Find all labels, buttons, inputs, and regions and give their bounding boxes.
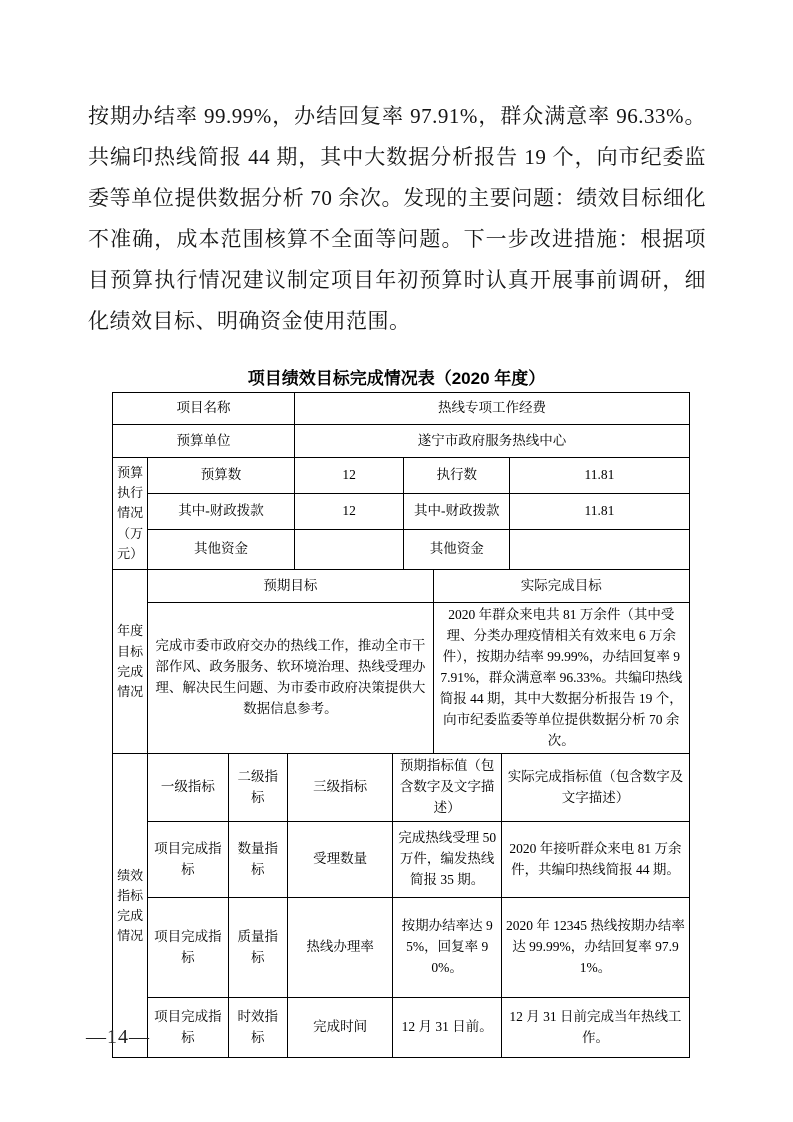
- indicator-actual: 12 月 31 日前完成当年热线工作。: [501, 998, 689, 1058]
- indicator-actual: 2020 年 12345 热线按期办结率达 99.99%，办结回复率 97.91%。: [501, 898, 689, 998]
- actual-goal-header: 实际完成目标: [433, 570, 689, 603]
- project-name-value: 热线专项工作经费: [294, 393, 689, 425]
- budget-other-value: [294, 530, 404, 570]
- indicator-level2: 数量指标: [228, 822, 287, 898]
- execution-fiscal-label: 其中-财政拨款: [404, 494, 510, 530]
- table-row: [113, 754, 690, 822]
- indicator-level2: 时效指标: [228, 998, 287, 1058]
- indicator-level3: 完成时间: [287, 998, 393, 1058]
- page-number: —14—: [86, 1026, 150, 1048]
- table-row: [113, 393, 690, 425]
- table-title: 项目绩效目标完成情况表（2020 年度）: [247, 369, 546, 388]
- table-row: [113, 570, 690, 603]
- indicator-level3: 受理数量: [287, 822, 393, 898]
- indicator-expected: 12 月 31 日前。: [393, 998, 502, 1058]
- indicator-actual: 2020 年接听群众来电 81 万余件，共编印热线简报 44 期。: [501, 822, 689, 898]
- annual-section-header: 年度目标完成情况: [113, 570, 148, 754]
- table-row: [113, 425, 690, 458]
- execution-other-label: 其他资金: [404, 530, 510, 570]
- indicator-level1: 项目完成指标: [148, 998, 228, 1058]
- table-row: [113, 603, 690, 754]
- performance-section-header: 绩效指标完成情况: [113, 754, 148, 1058]
- execution-other-value: [509, 530, 689, 570]
- col-header-actual: 实际完成指标值（包含数字及文字描述）: [501, 754, 689, 822]
- body-paragraph: 按期办结率 99.99%，办结回复率 97.91%，群众满意率 96.33%。共编印热线简报 44 期，其中大数据分析报告 19 个，向市纪委监委等单位提供数据分析 70 余次。发现的主要问题：绩效目标细化不准确，成本范围核算不全面等问题。下一步改进措施：根据项目预算执行情况建议制定项目年初预算时认真开展事前调研，细化绩效目标、明确资金使用范围。: [88, 104, 706, 333]
- table-row: [113, 530, 690, 570]
- indicator-level3: 热线办理率: [287, 898, 393, 998]
- actual-goal-text: 2020 年群众来电共 81 万余件（其中受理、分类办理疫情相关有效来电 6 万余件），按期办结率 99.99%，办结回复率 97.91%，群众满意率 96.33%。共编印热线简报 44 期，其中大数据分析报告 19 个，向市纪委监委等单位提供数据分析 70 余次。: [433, 603, 689, 754]
- table-row: [113, 998, 690, 1058]
- budget-fiscal-value: 12: [294, 494, 404, 530]
- performance-table: [112, 392, 690, 1058]
- budget-unit-value: 遂宁市政府服务热线中心: [294, 425, 689, 458]
- budget-value: 12: [294, 458, 404, 494]
- indicator-level2: 质量指标: [228, 898, 287, 998]
- execution-fiscal-value: 11.81: [509, 494, 689, 530]
- table-row: [113, 822, 690, 898]
- table-row: [113, 898, 690, 998]
- expected-goal-header: 预期目标: [148, 570, 433, 603]
- indicator-level1: 项目完成指标: [148, 898, 228, 998]
- budget-fiscal-label: 其中-财政拨款: [148, 494, 295, 530]
- expected-goal-text: 完成市委市政府交办的热线工作，推动全市干部作风、政务服务、软环境治理、热线受理办理、解决民生问题、为市委市政府决策提供大数据信息参考。: [148, 603, 433, 754]
- table-row: [113, 494, 690, 530]
- budget-other-label: 其他资金: [148, 530, 295, 570]
- table-row: [113, 458, 690, 494]
- col-header-expected: 预期指标值（包含数字及文字描述）: [393, 754, 502, 822]
- budget-label: 预算数: [148, 458, 295, 494]
- budget-unit-label: 预算单位: [113, 425, 295, 458]
- indicator-level1: 项目完成指标: [148, 822, 228, 898]
- execution-label: 执行数: [404, 458, 510, 494]
- col-header-level2: 二级指标: [228, 754, 287, 822]
- indicator-expected: 按期办结率达 95%，回复率 90%。: [393, 898, 502, 998]
- col-header-level3: 三级指标: [287, 754, 393, 822]
- execution-value: 11.81: [509, 458, 689, 494]
- indicator-expected: 完成热线受理 50 万件，编发热线简报 35 期。: [393, 822, 502, 898]
- col-header-level1: 一级指标: [148, 754, 228, 822]
- budget-section-header: 预算执行情况（万元）: [113, 458, 148, 570]
- project-name-label: 项目名称: [113, 393, 295, 425]
